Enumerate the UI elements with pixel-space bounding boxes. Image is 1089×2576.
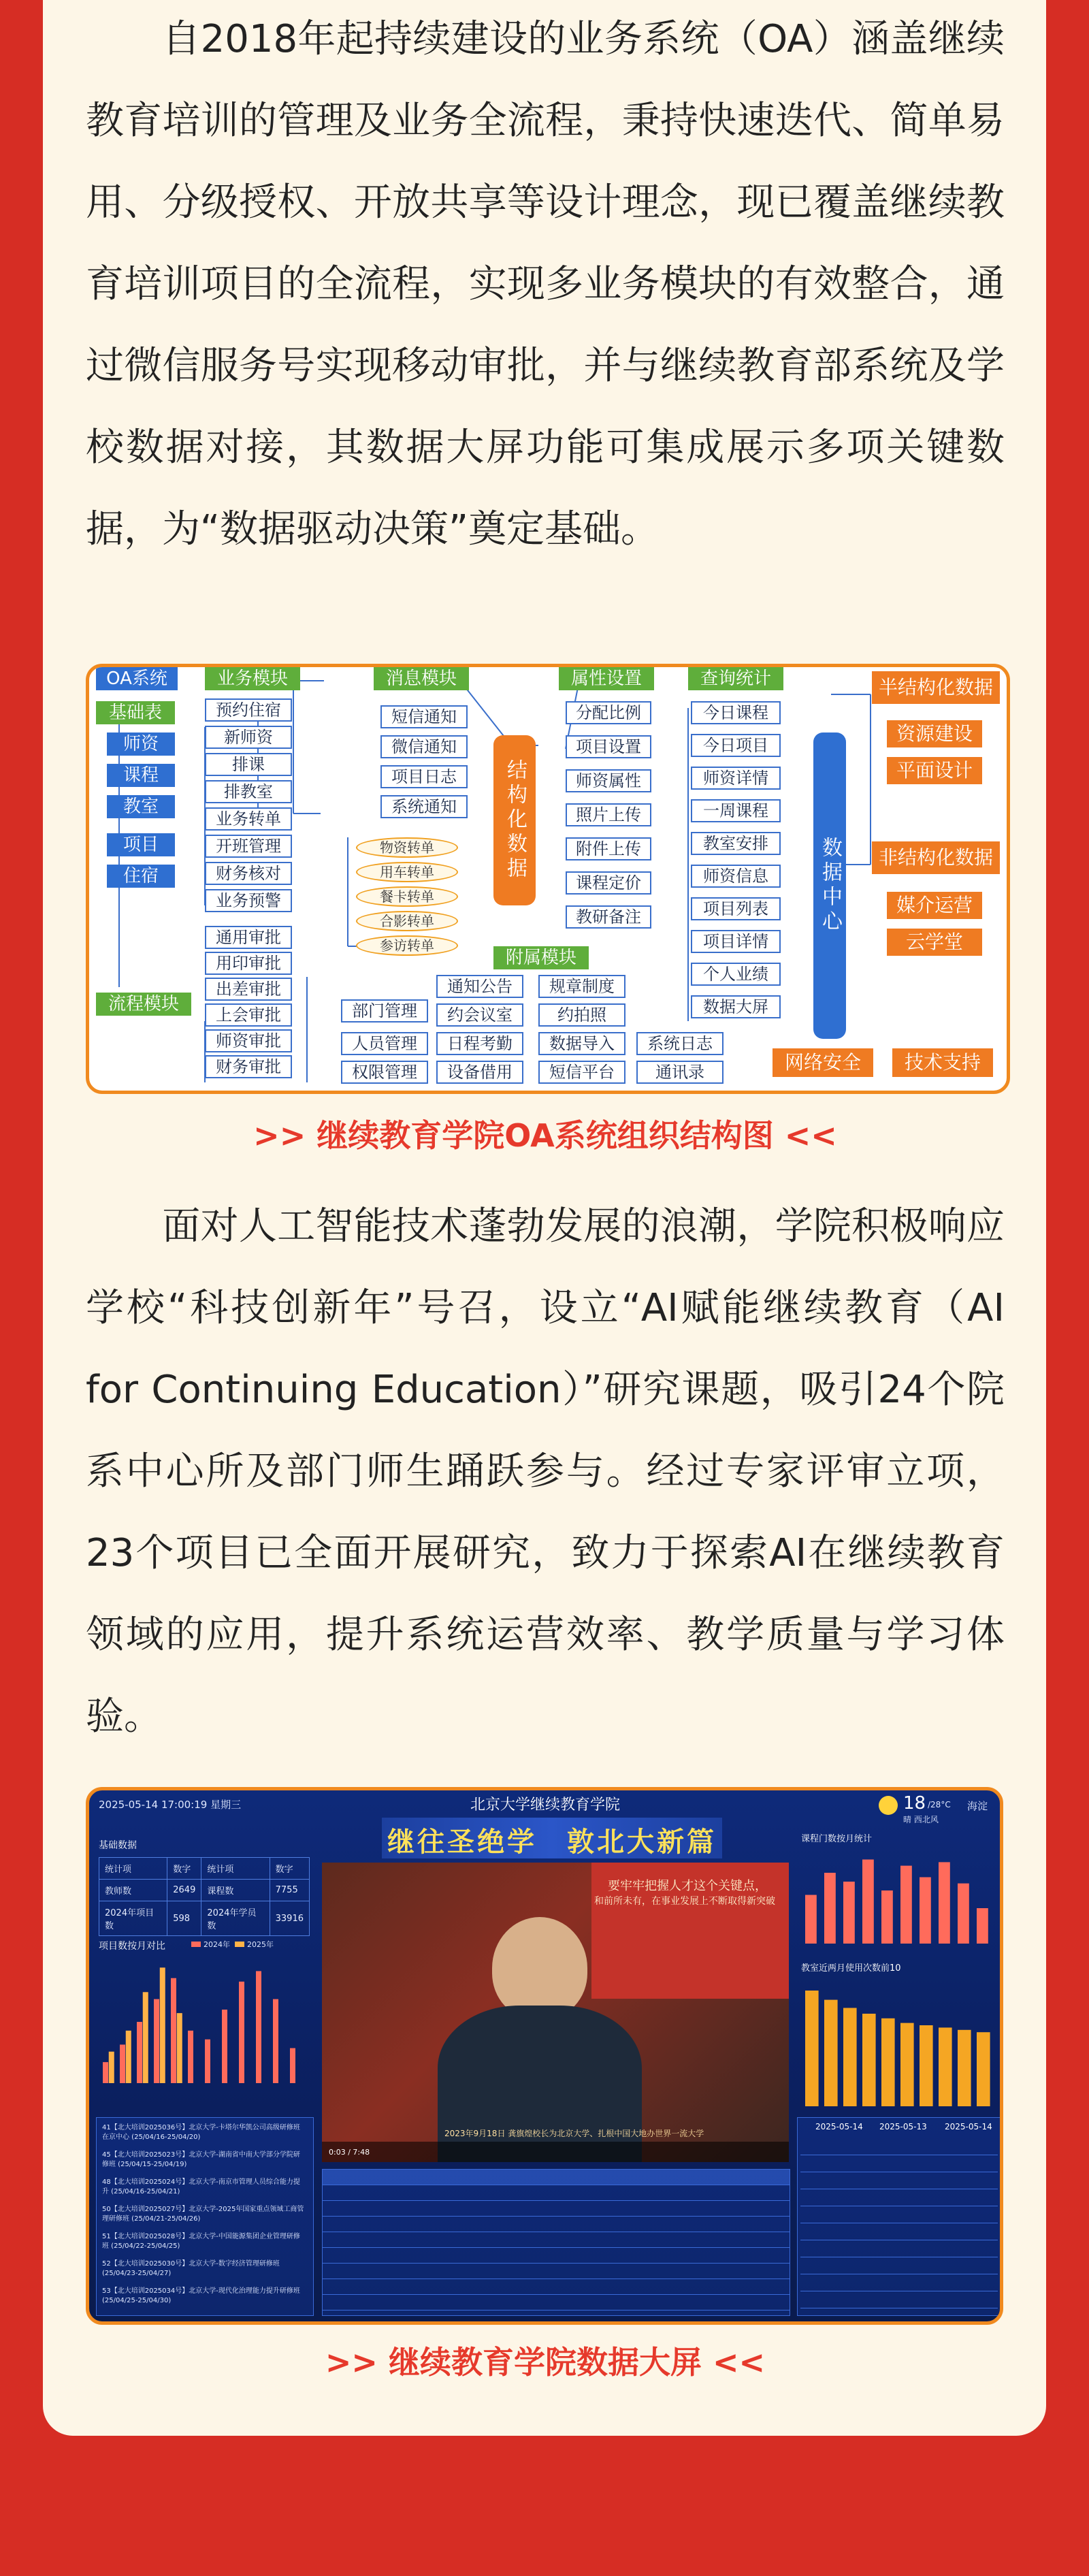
oval-item: 合影转单	[356, 911, 458, 931]
attr-item: 照片上传	[566, 803, 651, 826]
project-bar	[126, 2031, 131, 2083]
business-item: 业务预警	[205, 889, 292, 912]
tech-support-block: 技术支持	[892, 1048, 993, 1077]
classroom-bar	[939, 2027, 952, 2106]
schedule-row	[800, 2172, 998, 2189]
stats-cell: 2649	[167, 1880, 201, 1901]
business-item: 排教室	[205, 780, 292, 803]
schedule-row	[800, 2206, 998, 2223]
attached-item: 通知公告	[436, 975, 523, 998]
project-bar	[109, 2052, 114, 2083]
attr-item: 师资属性	[566, 769, 651, 792]
message-item: 系统通知	[380, 795, 468, 818]
weather-temp: 18	[903, 1793, 926, 1814]
news-item[interactable]: 51【北大培训2025028号】北京大学-中国能源集团企业管理研修班 (25/04/22-25/04/25)	[102, 2233, 300, 2250]
sun-icon	[879, 1796, 898, 1815]
project-bar	[120, 2044, 125, 2083]
stats-cell: 7755	[270, 1880, 309, 1901]
message-item: 微信通知	[380, 735, 468, 758]
schedule-row	[800, 2291, 998, 2308]
query-item: 个人业绩	[691, 963, 781, 986]
table-row	[323, 2295, 790, 2311]
weather-place: 海淀	[967, 1800, 988, 1812]
unstructured-item: 媒介运营	[887, 892, 982, 919]
table-row	[323, 2170, 790, 2185]
basic-data-title: 基础数据	[99, 1840, 137, 1851]
stats-header: 数字	[270, 1858, 309, 1880]
business-module-header: 业务模块	[205, 667, 300, 690]
business-item: 排课	[205, 753, 292, 776]
network-security-block: 网络安全	[773, 1048, 873, 1077]
video-caption: 2023年9月18日 龚旗煌校长为北京大学、扎根中国大地办世界一流大学	[444, 2129, 704, 2138]
basic-item: 课程	[107, 764, 175, 787]
video-time: 0:03 / 7:48	[329, 2148, 370, 2157]
news-item[interactable]: 45【北大培训2025023号】北京大学-湖南省中南大学部分学院研修班 (25/04/15-25/04/19)	[102, 2151, 300, 2168]
schedule-row	[800, 2257, 998, 2274]
schedule-date: 2025-05-13	[879, 2122, 927, 2131]
attached-item: 日程考勤	[436, 1032, 523, 1055]
classroom-bar	[843, 2008, 857, 2107]
oval-item: 参访转单	[356, 935, 458, 956]
oa-system-label: OA系统	[96, 667, 178, 690]
query-item: 数据大屏	[691, 995, 781, 1018]
schedule-row	[800, 2189, 998, 2206]
course-bar-chart	[801, 1845, 998, 1947]
project-bar	[177, 2013, 182, 2083]
flow-item: 用印审批	[205, 952, 292, 975]
table-row	[323, 2217, 790, 2232]
course-bar	[900, 1866, 912, 1944]
structured-data-block: 结构化数据	[493, 735, 536, 905]
project-bar	[273, 1999, 278, 2083]
project-bar	[239, 1982, 244, 2083]
project-bar	[205, 2040, 210, 2083]
query-item: 今日课程	[691, 701, 781, 724]
message-item: 短信通知	[380, 705, 468, 728]
basic-item: 住宿	[107, 865, 175, 888]
intro-paragraph: 自2018年起持续建设的业务系统（OA）涵盖继续教育培训的管理及业务全流程，秉持快速迭代、简单易用、分级授权、开放共享等设计理念，现已覆盖继续教育培训项目的全流程，实现多业务模块的有效整合，通过微信服务号实现移动审批，并与继续教育部系统及学校数据对接，其数据大屏功能可集成展示多项关键数据，为“数据驱动决策”奠定基础。	[86, 17, 1005, 551]
dashboard-banner: 继往圣绝学 敦北大新篇	[387, 1826, 717, 1858]
video-controls[interactable]	[322, 2142, 789, 2162]
query-item: 项目列表	[691, 897, 781, 920]
ai-paragraph: 面对人工智能技术蓬勃发展的浪潮，学院积极响应学校“科技创新年”号召，设立“AI赋能继续教育（AI for Continuing Education）”研究课题，吸引24个院系中心所及部门师生踊跃参与。经过专家评审立项，23个项目已全面开展研究，致力于探索AI在继续教育领域的应用，提升系统运营效率、教学质量与学习体验。	[86, 1204, 1005, 1739]
weather-unit: /28°C	[928, 1800, 951, 1809]
stats-cell: 教师数	[99, 1880, 167, 1901]
attached-item: 人员管理	[341, 1032, 428, 1055]
legend-item: 2024年	[204, 1940, 230, 1949]
semi-item: 资源建设	[887, 720, 982, 747]
attached-item: 通讯录	[636, 1061, 724, 1084]
flow-item: 上会审批	[205, 1003, 292, 1027]
query-item: 师资详情	[691, 767, 781, 790]
attached-item: 部门管理	[341, 999, 428, 1023]
course-bar	[862, 1860, 874, 1944]
oval-item: 物资转单	[356, 837, 458, 858]
news-item[interactable]: 48【北大培训2025024号】北京大学-南京市管理人员综合能力提升 (25/04/16-25/04/21)	[102, 2178, 300, 2195]
query-stats-header: 查询统计	[688, 667, 783, 690]
classroom-bar	[862, 2014, 876, 2106]
project-bar	[137, 2022, 142, 2083]
schedule-row	[800, 2138, 998, 2155]
attr-item: 项目设置	[566, 735, 651, 758]
basic-data-table	[99, 1857, 310, 1936]
flow-module-header: 流程模块	[96, 993, 191, 1016]
legend-swatch	[191, 1942, 201, 1947]
stats-header: 数字	[167, 1858, 201, 1880]
attr-item: 课程定价	[566, 871, 651, 895]
classroom-bar	[900, 2023, 914, 2106]
project-table-panel	[322, 2169, 790, 2316]
course-bar	[805, 1895, 817, 1944]
news-panel	[96, 2117, 314, 2316]
project-bar	[154, 1999, 159, 2083]
message-item: 项目日志	[380, 765, 468, 788]
unstructured-header: 非结构化数据	[872, 841, 1000, 874]
stats-cell: 2024年学员数	[201, 1901, 270, 1936]
stats-cell: 2024年项目数	[99, 1901, 167, 1936]
schedule-row	[800, 2240, 998, 2257]
attr-item: 分配比例	[566, 701, 651, 724]
attached-module-header: 附属模块	[493, 946, 589, 969]
project-bar	[222, 2010, 227, 2083]
stats-header: 统计项	[201, 1858, 270, 1880]
project-bar-chart	[99, 1954, 310, 2090]
course-bar	[843, 1882, 855, 1944]
legend-item: 2025年	[247, 1940, 274, 1949]
basic-table-header: 基础表	[96, 701, 175, 724]
flow-item: 财务审批	[205, 1055, 292, 1078]
course-bar	[920, 1878, 931, 1944]
project-bar	[188, 2031, 193, 2083]
course-bar	[939, 1862, 950, 1944]
attr-item: 教研备注	[566, 905, 651, 929]
schedule-row	[800, 2223, 998, 2240]
unstructured-item: 云学堂	[887, 929, 982, 956]
attached-item: 约拍照	[538, 1003, 625, 1027]
attached-item: 约会议室	[436, 1003, 523, 1027]
schedule-row	[800, 2274, 998, 2291]
project-bar	[256, 1971, 261, 2083]
stats-header: 统计项	[99, 1858, 167, 1880]
project-bar	[290, 2048, 295, 2083]
table-row	[323, 2248, 790, 2264]
dashboard-caption: >> 继续教育学院数据大屏 <<	[325, 2344, 766, 2381]
project-bar	[143, 1992, 148, 2083]
semi-item: 平面设计	[887, 757, 982, 784]
basic-item: 教室	[107, 795, 175, 818]
course-bar	[881, 1890, 893, 1944]
table-row	[323, 2232, 790, 2248]
classroom-bar	[958, 2030, 971, 2106]
stats-cell: 课程数	[201, 1880, 270, 1901]
classroom-bar	[920, 2025, 933, 2106]
schedule-panel	[797, 2117, 1001, 2316]
oval-item: 用车转单	[356, 862, 458, 882]
project-bar	[171, 1978, 176, 2083]
query-item: 今日项目	[691, 734, 781, 757]
flow-item: 出差审批	[205, 978, 292, 1001]
course-bar	[977, 1908, 988, 1944]
data-dashboard-screenshot	[86, 1787, 1003, 2325]
project-bar	[103, 2062, 108, 2083]
diagram-caption: >> 继续教育学院OA系统组织结构图 <<	[253, 1117, 837, 1154]
business-item: 新师资	[205, 726, 292, 749]
business-item: 财务核对	[205, 862, 292, 885]
query-item: 项目详情	[691, 930, 781, 953]
classroom-bar-chart	[801, 1977, 998, 2113]
legend-swatch	[235, 1942, 244, 1947]
query-item: 师资信息	[691, 865, 781, 888]
speaker-head	[492, 1917, 587, 2019]
table-row	[323, 2264, 790, 2279]
schedule-row	[800, 2155, 998, 2172]
project-chart-title: 项目数按月对比	[99, 1941, 165, 1952]
attached-item: 数据导入	[538, 1032, 625, 1055]
video-player	[322, 1863, 789, 2162]
data-center-block: 数据中心	[813, 732, 846, 1039]
business-item: 预约住宿	[205, 698, 292, 722]
slide-text: 和前所未有，在事业发展上不断取得新突破	[594, 1896, 775, 1907]
attached-item: 设备借用	[436, 1061, 523, 1084]
classroom-chart-title: 教室近两月使用次数前10	[801, 1963, 901, 1974]
course-bar	[824, 1873, 836, 1944]
flow-item: 通用审批	[205, 926, 292, 949]
stats-cell: 33916	[270, 1901, 309, 1936]
classroom-bar	[881, 2018, 895, 2106]
table-row	[323, 2201, 790, 2217]
stats-cell: 598	[167, 1901, 201, 1936]
attached-item: 系统日志	[636, 1032, 724, 1055]
dashboard-datetime: 2025-05-14 17:00:19 星期三	[99, 1799, 242, 1811]
course-chart-title: 课程门数按月统计	[801, 1834, 873, 1844]
news-item[interactable]: 52【北大培训2025030号】北京大学-数字经济管理研修班 (25/04/23-25/04/27)	[102, 2260, 280, 2277]
news-item[interactable]: 53【北大培训2025034号】北京大学-现代化治理能力提升研修班 (25/04/25-25/04/30)	[102, 2287, 300, 2304]
basic-item: 师资	[107, 732, 175, 756]
attached-item: 权限管理	[341, 1061, 428, 1084]
flow-item: 师资审批	[205, 1029, 292, 1052]
classroom-bar	[977, 2032, 990, 2106]
query-item: 教室安排	[691, 832, 781, 855]
attr-item: 附件上传	[566, 837, 651, 860]
table-row	[323, 2279, 790, 2295]
business-item: 开班管理	[205, 835, 292, 858]
oa-structure-diagram	[86, 664, 1010, 1094]
course-bar	[958, 1884, 969, 1944]
weather-desc: 晴 西北风	[903, 1815, 939, 1824]
dashboard-title: 北京大学继续教育学院	[470, 1797, 620, 1814]
message-module-header: 消息模块	[374, 667, 469, 690]
schedule-date: 2025-05-14	[815, 2122, 863, 2131]
semi-structured-header: 半结构化数据	[872, 671, 1000, 704]
basic-item: 项目	[107, 833, 175, 856]
schedule-date: 2025-05-14	[945, 2122, 992, 2131]
slide-text: 要牢牢把握人才这个关键点，	[608, 1879, 767, 1893]
classroom-bar	[805, 1991, 819, 2106]
table-row	[323, 2185, 790, 2201]
classroom-bar	[824, 2000, 838, 2106]
news-item[interactable]: 41【北大培训2025036号】北京大学-卡塔尔华凯公司高级研修班在京中心 (25/04/16-25/04/20)	[102, 2124, 300, 2141]
query-item: 一周课程	[691, 799, 781, 822]
project-bar	[160, 1967, 165, 2083]
news-item[interactable]: 50【北大培训2025027号】北京大学-2025年国家重点领域工商管理研修班 (25/04/21-25/04/26)	[102, 2206, 304, 2223]
attached-item: 规章制度	[538, 975, 625, 998]
attr-settings-header: 属性设置	[559, 667, 654, 690]
business-item: 业务转单	[205, 807, 292, 831]
oval-item: 餐卡转单	[356, 886, 458, 907]
attached-item: 短信平台	[538, 1061, 625, 1084]
